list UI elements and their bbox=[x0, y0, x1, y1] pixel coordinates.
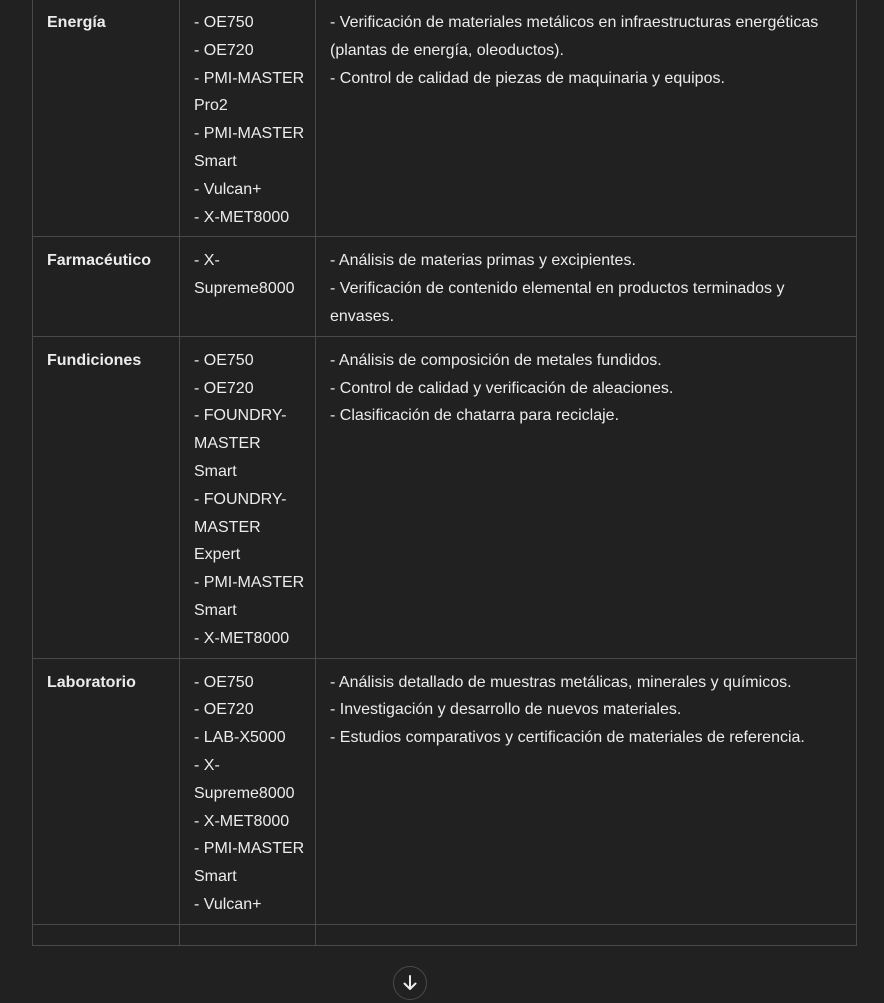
application-item: - Control de calidad y verificación de aleaciones. bbox=[330, 379, 674, 397]
model-item: - PMI-MASTER Smart bbox=[194, 125, 305, 170]
model-item: - FOUNDRY-MASTER Smart bbox=[194, 407, 287, 480]
model-item: - OE720 bbox=[194, 379, 254, 397]
models-cell bbox=[180, 658, 316, 924]
application-item: - Análisis de materias primas y excipientes. bbox=[330, 252, 636, 270]
models-cell bbox=[180, 0, 316, 237]
application-item: - Verificación de materiales metálicos en infraestructuras energéticas (plantas de energía, oleoductos). bbox=[330, 14, 819, 59]
applications-cell bbox=[316, 336, 857, 658]
sector-cell: Farmacéutico bbox=[33, 237, 180, 336]
model-item: - PMI-MASTER Pro2 bbox=[194, 69, 305, 115]
model-item: - OE750 bbox=[194, 14, 254, 31]
applications-cell bbox=[316, 0, 857, 237]
sector-cell: Laboratorio bbox=[33, 658, 180, 924]
model-item: - X-MET8000 bbox=[194, 208, 290, 226]
model-item: - X-Supreme8000 bbox=[194, 252, 295, 298]
model-item: - OE750 bbox=[194, 673, 254, 691]
table-cell bbox=[180, 924, 316, 945]
model-item: - OE720 bbox=[194, 701, 254, 719]
table-row-energia bbox=[33, 0, 857, 237]
model-item: - PMI-MASTER Smart bbox=[194, 574, 305, 619]
application-item: - Control de calidad de piezas de maquinaria y equipos. bbox=[330, 69, 725, 87]
model-item: - X-Supreme8000 bbox=[194, 756, 295, 802]
table-cell bbox=[33, 924, 180, 945]
models-cell bbox=[180, 336, 316, 658]
application-item: - Análisis de composición de metales fundidos. bbox=[330, 351, 662, 369]
table-row-laboratorio bbox=[33, 658, 857, 924]
table-row-farmaceutico bbox=[33, 237, 857, 336]
sector-table-container bbox=[32, 0, 856, 946]
sector-cell: Fundiciones bbox=[33, 336, 180, 658]
scroll-to-bottom-button[interactable] bbox=[393, 966, 427, 1000]
model-item: - X-MET8000 bbox=[194, 812, 290, 830]
table-row-fundiciones bbox=[33, 336, 857, 658]
model-item: - OE720 bbox=[194, 41, 254, 59]
model-item: - OE750 bbox=[194, 351, 254, 369]
model-item: - Vulcan+ bbox=[194, 895, 262, 913]
arrow-down-icon bbox=[401, 974, 419, 992]
model-item: - LAB-X5000 bbox=[194, 729, 286, 747]
sector-table bbox=[32, 0, 857, 946]
application-item: - Clasificación de chatarra para reciclaje. bbox=[330, 407, 620, 425]
table-row-next bbox=[33, 924, 857, 945]
applications-cell bbox=[316, 658, 857, 924]
application-item: - Verificación de contenido elemental en productos terminados y envases. bbox=[330, 280, 785, 325]
application-item: - Investigación y desarrollo de nuevos materiales. bbox=[330, 701, 682, 719]
model-item: - FOUNDRY-MASTER Expert bbox=[194, 490, 287, 564]
application-item: - Análisis detallado de muestras metálicas, minerales y químicos. bbox=[330, 673, 792, 691]
sector-cell: Energía bbox=[33, 0, 180, 237]
model-item: - PMI-MASTER Smart bbox=[194, 840, 305, 886]
applications-cell bbox=[316, 237, 857, 336]
models-cell bbox=[180, 237, 316, 336]
table-cell bbox=[316, 924, 857, 945]
model-item: - Vulcan+ bbox=[194, 180, 262, 198]
application-item: - Estudios comparativos y certificación de materiales de referencia. bbox=[330, 729, 805, 747]
model-item: - X-MET8000 bbox=[194, 629, 290, 647]
